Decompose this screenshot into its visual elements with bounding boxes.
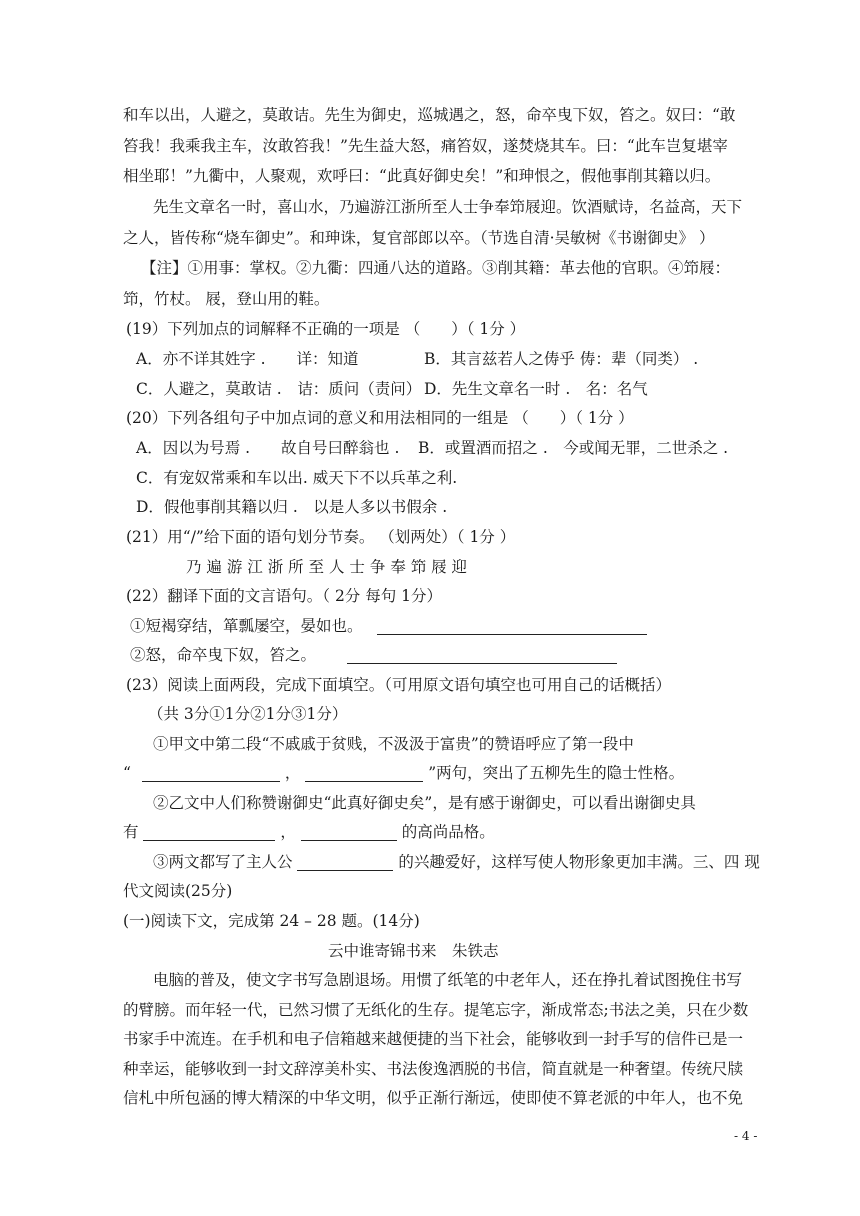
q20-option-b: B．或置酒而招之 . 今或闻无罪，二世杀之 . bbox=[418, 439, 729, 457]
q23-item-1-tail: ”两句，突出了五柳先生的隐士性格。 bbox=[428, 764, 685, 782]
comma: ， bbox=[280, 823, 296, 841]
q22-item-1 bbox=[130, 615, 647, 637]
passage-line: 笞我！我乘我主车，汝敢笞我！”先生益大怒，痛笞奴，遂焚烧其车。曰：“此车岂复堪宰 bbox=[123, 137, 728, 155]
q23-item-3-line2: 代文阅读(25分) bbox=[123, 882, 233, 900]
answer-blank[interactable] bbox=[347, 647, 617, 664]
passage-line: 和车以出，人避之，莫敢诘。先生为御史，巡城遇之，怒，命卒曳下奴，笞之。奴曰：“敢 bbox=[123, 106, 736, 124]
q23-item-3-line1 bbox=[153, 851, 760, 873]
q23-item-2-tail: 的高尚品格。 bbox=[401, 823, 495, 841]
q20-option-d: D．假他事削其籍以归 . 以是人多以书假余 . bbox=[136, 498, 448, 516]
question-21-stem: (21）用“/”给下面的语句划分节奏。 （划两处）（ 1分 ） bbox=[126, 528, 516, 546]
q19-option-a: A．亦不详其姓字 . 详：知道 bbox=[136, 350, 359, 368]
article-line: 书家手中流连。在手机和电子信箱越来越便捷的当下社会，能够收到一封手写的信件已是一 bbox=[123, 1030, 744, 1048]
question-20-stem: (20）下列各组句子中加点词的意义和用法相同的一组是 （ ）（ 1分 ） bbox=[126, 409, 634, 427]
q19-option-c: C．人避之，莫敢诘 . 诘：质问（责问） bbox=[136, 380, 422, 398]
q22-item-2 bbox=[130, 644, 617, 666]
note-line: 【注】①用事：掌权。②九衢：四通八达的道路。③削其籍：革去他的官职。④笻屐： bbox=[141, 259, 731, 277]
answer-blank[interactable] bbox=[301, 824, 397, 841]
article-line: 种幸运，能够收到一封文辞淳美朴实、书法俊逸洒脱的书信，简直就是一种奢望。传统尺牍 bbox=[123, 1060, 744, 1078]
passage-line: 先生文章名一时，喜山水，乃遍游江浙所至人士争奉笻屐迎。饮酒赋诗，名益高，天下 bbox=[153, 198, 743, 216]
article-title: 云中谁寄锦书来 朱铁志 bbox=[328, 942, 499, 960]
question-23-stem: (23）阅读上面两段，完成下面填空。（可用原文语句填空也可用自己的话概括） bbox=[126, 676, 672, 694]
answer-blank[interactable] bbox=[377, 618, 647, 635]
q23-item-1-line2 bbox=[123, 762, 684, 784]
answer-blank[interactable] bbox=[305, 765, 423, 782]
comma: ， bbox=[284, 764, 301, 782]
article-line: 信札中所包涵的博大精深的中华文明，似乎正渐行渐远，使即使不算老派的中年人，也不免 bbox=[123, 1089, 744, 1107]
article-line: 的臂膀。而年轻一代，已然习惯了无纸化的生存。提笔忘字，渐成常态;书法之美，只在少数 bbox=[123, 1001, 749, 1019]
q23-item-1-line1: ①甲文中第二段“不戚戚于贫贱，不汲汲于富贵”的赞语呼应了第一段中 bbox=[153, 735, 634, 753]
q20-option-a: A．因以为号焉 . 故自号曰醉翁也 . bbox=[136, 439, 400, 457]
have-text: 有 bbox=[123, 823, 139, 841]
answer-blank[interactable] bbox=[142, 765, 280, 782]
page-number: - 4 - bbox=[734, 1129, 758, 1143]
section-heading: (一)阅读下文，完成第 24 – 28 题。(14分) bbox=[123, 912, 420, 930]
q22-item-1-text: ①短褐穿结，箪瓢屡空，晏如也。 bbox=[130, 617, 363, 635]
q23-item-3-tail: 的兴趣爱好，这样写使人物形象更加丰满。三、四 现 bbox=[398, 853, 760, 871]
question-22-stem: (22）翻译下面的文言语句。（ 2分 每句 1分） bbox=[126, 587, 443, 605]
q19-option-d: D．先生文章名一时 . 名：名气 bbox=[424, 380, 648, 398]
passage-line: 相坐耶！”九衢中，人聚观，欢呼曰：“此真好御史矣！”和珅恨之，假他事削其籍以归。 bbox=[123, 167, 721, 185]
q22-item-2-text: ②怒，命卒曳下奴，笞之。 bbox=[130, 646, 317, 664]
note-line: 笻，竹杖。 屐，登山用的鞋。 bbox=[123, 290, 330, 308]
q23-score: （共 3分①1分②1分③1分） bbox=[148, 705, 348, 723]
answer-blank[interactable] bbox=[143, 824, 275, 841]
q21-sentence: 乃 遍 游 江 浙 所 至 人 士 争 奉 笻 屐 迎 bbox=[186, 558, 468, 576]
article-line: 电脑的普及，使文字书写急剧退场。用惯了纸笔的中老年人，还在挣扎着试图挽住书写 bbox=[153, 971, 743, 989]
q23-item-2-line1: ②乙文中人们称赞谢御史“此真好御史矣”，是有感于谢御史，可以看出谢御史具 bbox=[153, 794, 696, 812]
q23-item-3-head: ③两文都写了主人公 bbox=[153, 853, 293, 871]
passage-line: 之人，皆传称“烧车御史”。和珅诛，复官部郎以卒。（节选自清·吴敏树《书谢御史》 ） bbox=[123, 229, 715, 247]
q19-option-b: B．其言兹若人之俦乎 俦：辈（同类） . bbox=[424, 350, 699, 368]
question-19-stem: (19）下列加点的词解释不正确的一项是 （ ）（ 1分 ） bbox=[126, 320, 526, 338]
open-quote: “ bbox=[123, 764, 131, 782]
answer-blank[interactable] bbox=[297, 854, 393, 871]
q20-option-c: C．有宠奴常乘和车以出. 威天下不以兵革之利. bbox=[136, 469, 458, 487]
q23-item-2-line2 bbox=[123, 821, 495, 843]
